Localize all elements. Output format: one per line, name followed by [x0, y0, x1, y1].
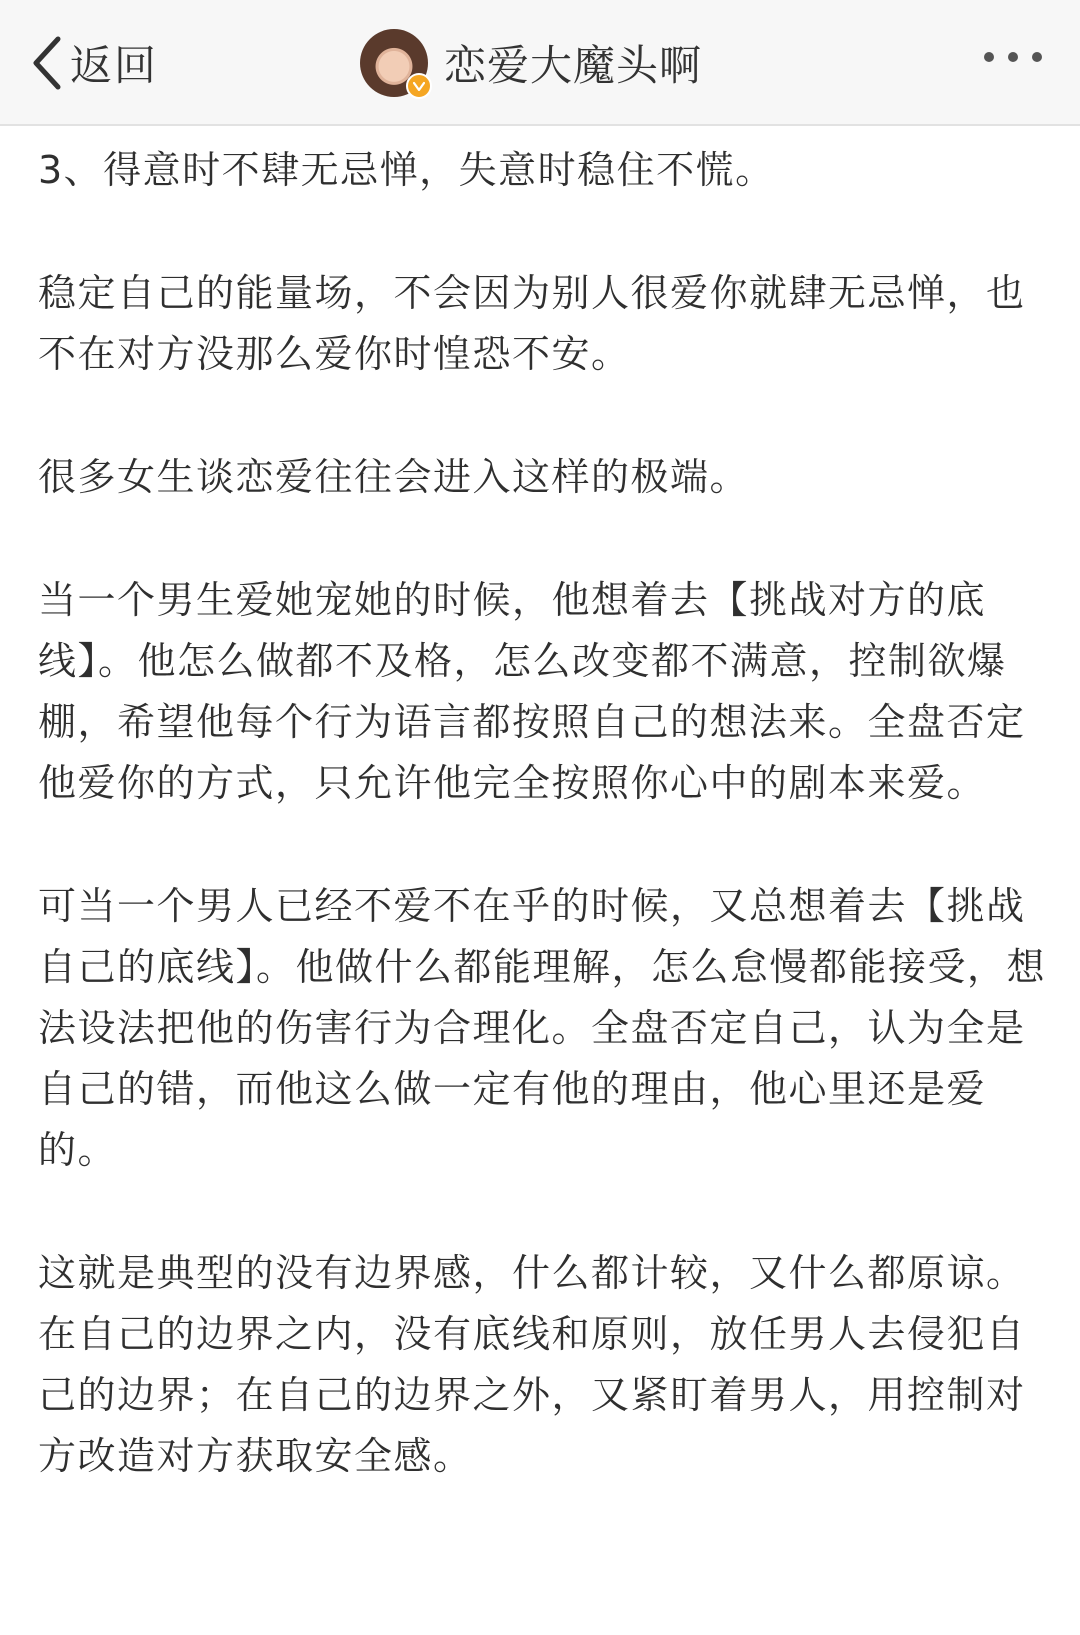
avatar[interactable] [360, 29, 428, 97]
paragraph-5: 可当一个男人已经不爱不在乎的时候，又总想着去【挑战自己的底线】。他做什么都能理解，怎么怠慢都能接受，想法设法把他的伤害行为合理化。全盘否定自己，认为全是自己的错，而他这么做一定有他的理由，他心里还是爱的。 [38, 884, 1047, 1172]
paragraph-2: 稳定自己的能量场，不会因为别人很爱你就肆无忌惮，也不在对方没那么爱你时惶恐不安。 [38, 271, 1026, 376]
chevron-left-icon [30, 35, 64, 91]
more-options-icon[interactable] [984, 52, 1042, 62]
article-body [38, 140, 1048, 1549]
paragraph-6: 这就是典型的没有边界感，什么都计较，又什么都原谅。在自己的边界之内，没有底线和原则，放任男人去侵犯自己的边界；在自己的边界之外，又紧盯着男人，用控制对方改造对方获取安全感。 [38, 1251, 1026, 1478]
profile-header[interactable] [360, 28, 702, 98]
verified-badge-icon [406, 73, 432, 99]
back-label: 返回 [70, 41, 159, 90]
page-title: 恋爱大魔头啊 [444, 41, 703, 90]
paragraph-3: 很多女生谈恋爱往往会进入这样的极端。 [38, 455, 750, 499]
back-button[interactable] [30, 30, 158, 96]
top-navbar [0, 0, 1080, 126]
paragraph-4: 当一个男生爱她宠她的时候，他想着去【挑战对方的底线】。他怎么做都不及格，怎么改变都不满意，控制欲爆棚，希望他每个行为语言都按照自己的想法来。全盘否定他爱你的方式，只允许他完全按照你心中的剧本来爱。 [38, 578, 1026, 805]
paragraph-1: 3、得意时不肆无忌惮，失意时稳住不慌。 [38, 148, 775, 192]
